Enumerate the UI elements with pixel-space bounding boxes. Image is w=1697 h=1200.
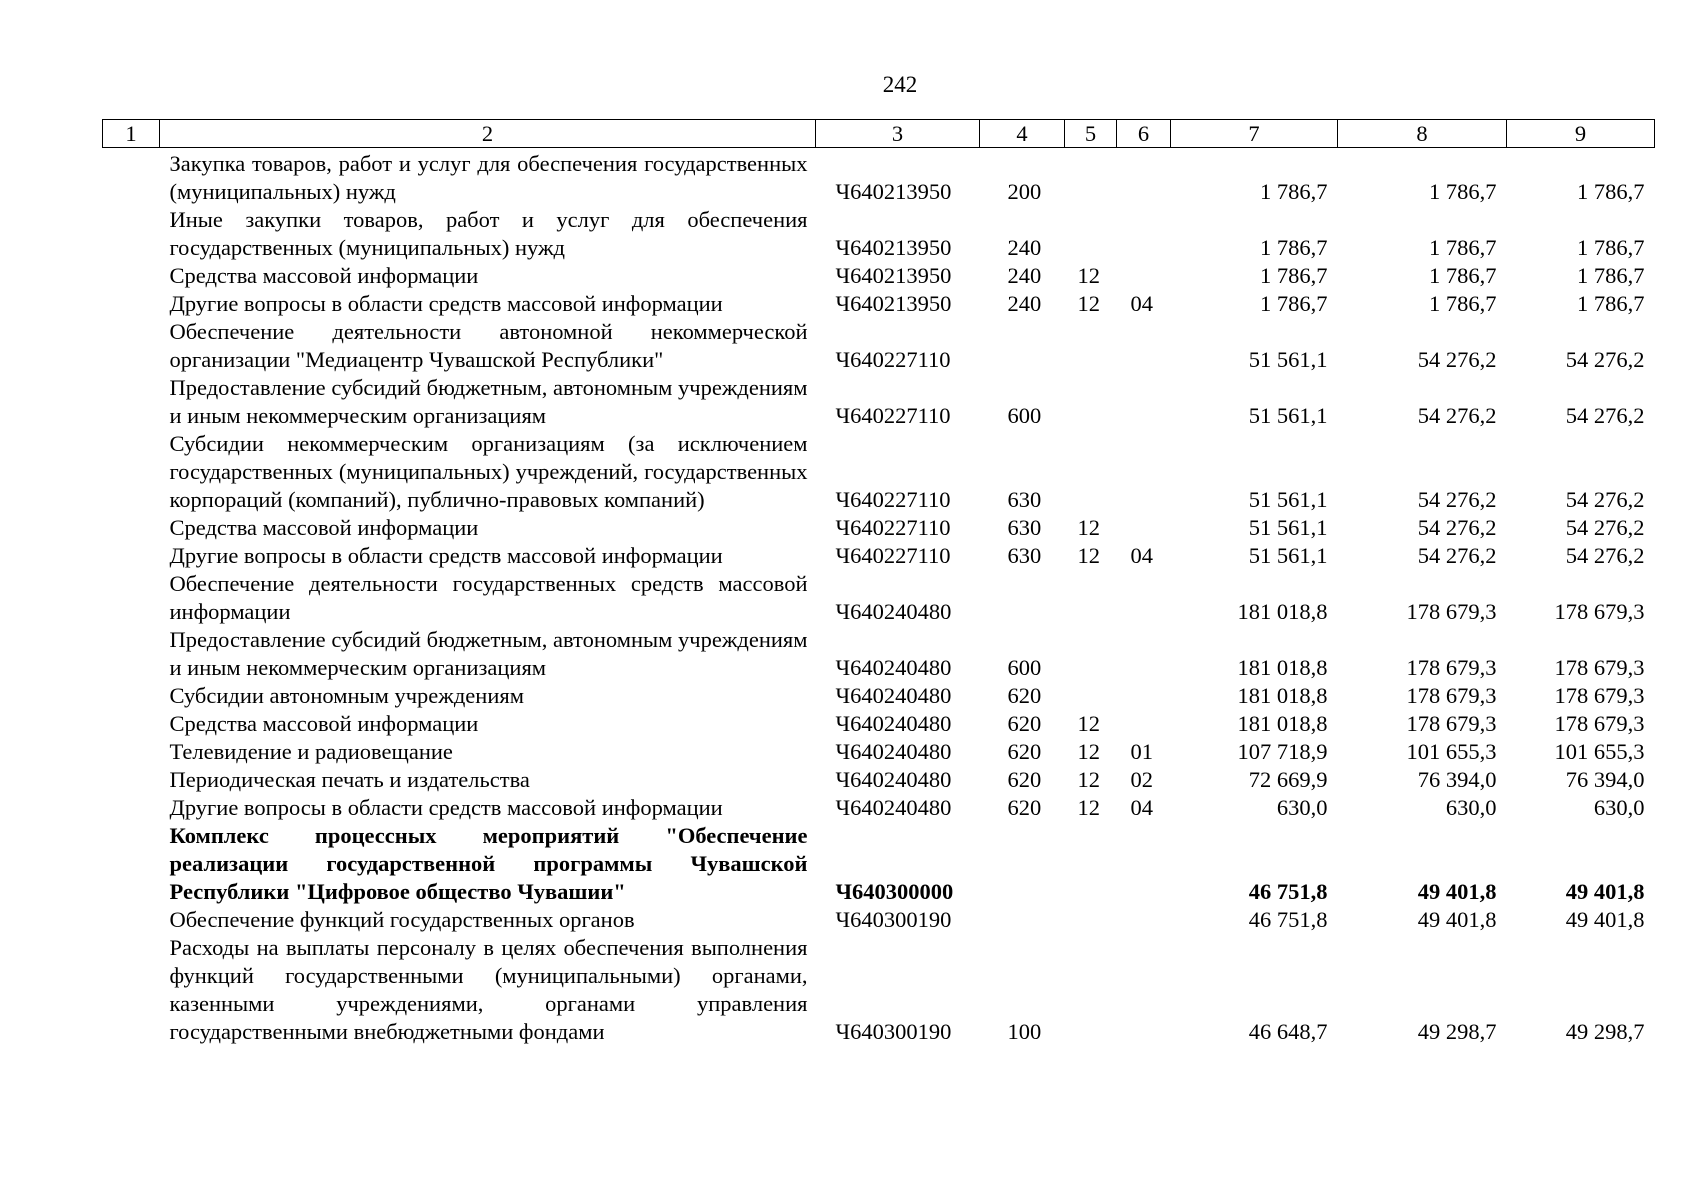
cell-amount-2: 49 401,8 — [1417, 907, 1497, 932]
cell-subsection — [1117, 710, 1171, 738]
header-col-6: 6 — [1117, 120, 1171, 148]
cell-code: Ч640227110 — [835, 347, 951, 372]
cell-empty — [103, 794, 160, 822]
cell-code: Ч640240480 — [835, 739, 952, 764]
table-row — [103, 794, 1655, 822]
cell-name: Средства массовой информации — [169, 711, 479, 736]
cell-subsection — [1117, 514, 1171, 542]
cell-name: Обеспечение функций государственных органов — [169, 907, 635, 932]
budget-table — [102, 119, 1655, 1046]
header-col-8: 8 — [1338, 120, 1507, 148]
cell-empty — [103, 514, 160, 542]
cell-empty — [103, 906, 160, 934]
cell-section: 12 — [1077, 543, 1100, 568]
cell-amount-2: 178 679,3 — [1406, 683, 1497, 708]
cell-section — [1065, 430, 1117, 514]
cell-amount-1: 51 561,1 — [1248, 347, 1328, 372]
cell-subsection — [1117, 262, 1171, 290]
header-col-7: 7 — [1171, 120, 1338, 148]
cell-amount-1: 181 018,8 — [1237, 655, 1328, 680]
cell-expense-type: 630 — [1007, 543, 1042, 568]
cell-empty — [103, 766, 160, 794]
cell-amount-2: 76 394,0 — [1417, 767, 1497, 792]
cell-code: Ч640300190 — [835, 1019, 952, 1044]
table-row — [103, 290, 1655, 318]
cell-amount-3: 1 786,7 — [1577, 263, 1645, 288]
cell-section — [1065, 682, 1117, 710]
cell-empty — [103, 738, 160, 766]
cell-amount-3: 178 679,3 — [1554, 599, 1645, 624]
cell-section: 12 — [1077, 291, 1100, 316]
cell-section — [1065, 374, 1117, 430]
cell-expense-type: 620 — [1007, 795, 1042, 820]
table-row — [103, 822, 1655, 906]
cell-expense-type: 200 — [1007, 179, 1042, 204]
cell-subsection: 04 — [1130, 291, 1153, 316]
cell-section — [1065, 626, 1117, 682]
cell-expense-type: 600 — [1007, 655, 1042, 680]
cell-subsection — [1117, 318, 1171, 374]
cell-code: Ч640240480 — [835, 711, 952, 736]
cell-amount-3: 1 786,7 — [1577, 291, 1645, 316]
cell-expense-type — [980, 906, 1065, 934]
cell-name: Средства массовой информации — [169, 515, 479, 540]
cell-expense-type: 240 — [1007, 235, 1042, 260]
cell-expense-type: 630 — [1007, 487, 1042, 512]
cell-amount-1: 181 018,8 — [1237, 599, 1328, 624]
cell-code: Ч640240480 — [835, 795, 952, 820]
table-row — [103, 514, 1655, 542]
cell-amount-2: 101 655,3 — [1406, 739, 1497, 764]
cell-amount-1: 46 751,8 — [1248, 879, 1328, 904]
cell-amount-3: 178 679,3 — [1554, 655, 1645, 680]
cell-expense-type: 620 — [1007, 767, 1042, 792]
cell-amount-3: 54 276,2 — [1565, 543, 1645, 568]
cell-expense-type: 630 — [1007, 515, 1042, 540]
cell-name: Иные закупки товаров, работ и услуг для обеспечения государственных (муниципальных) нужд — [169, 207, 808, 260]
cell-amount-3: 630,0 — [1593, 795, 1645, 820]
cell-amount-3: 54 276,2 — [1565, 487, 1645, 512]
cell-empty — [103, 374, 160, 430]
table-row — [103, 906, 1655, 934]
cell-amount-3: 178 679,3 — [1554, 683, 1645, 708]
cell-amount-3: 54 276,2 — [1565, 403, 1645, 428]
cell-subsection: 02 — [1130, 767, 1153, 792]
cell-empty — [103, 570, 160, 626]
cell-amount-1: 51 561,1 — [1248, 403, 1328, 428]
cell-amount-2: 1 786,7 — [1429, 263, 1497, 288]
cell-name: Субсидии некоммерческим организациям (за исключением государственных (муниципальных) учреждений, государственных корпораций (компаний), публично-правовых компаний) — [169, 431, 808, 512]
cell-amount-3: 49 298,7 — [1565, 1019, 1645, 1044]
cell-amount-2: 49 298,7 — [1417, 1019, 1497, 1044]
cell-name: Другие вопросы в области средств массовой информации — [169, 291, 723, 316]
cell-code: Ч640240480 — [835, 655, 952, 680]
cell-empty — [103, 542, 160, 570]
cell-name: Расходы на выплаты персоналу в целях обеспечения выполнения функций государственными (муниципальными) органами, казенными учреждениями, органами управления государственными внебюджетными фондами — [169, 935, 808, 1044]
cell-section: 12 — [1077, 739, 1100, 764]
cell-subsection — [1117, 148, 1171, 207]
cell-section — [1065, 906, 1117, 934]
cell-name: Другие вопросы в области средств массовой информации — [169, 543, 723, 568]
cell-amount-2: 54 276,2 — [1417, 515, 1497, 540]
cell-subsection — [1117, 206, 1171, 262]
cell-empty — [103, 822, 160, 906]
table-row — [103, 542, 1655, 570]
cell-amount-1: 1 786,7 — [1260, 179, 1328, 204]
page-number: 242 — [882, 72, 918, 97]
cell-code: Ч640240480 — [835, 599, 952, 624]
cell-name: Другие вопросы в области средств массовой информации — [169, 795, 723, 820]
cell-amount-2: 54 276,2 — [1417, 543, 1497, 568]
cell-code: Ч640227110 — [835, 543, 951, 568]
cell-amount-3: 178 679,3 — [1554, 711, 1645, 736]
cell-amount-1: 51 561,1 — [1248, 487, 1328, 512]
cell-amount-2: 54 276,2 — [1417, 403, 1497, 428]
cell-amount-1: 630,0 — [1276, 795, 1328, 820]
header-col-3: 3 — [816, 120, 980, 148]
cell-amount-1: 107 718,9 — [1237, 739, 1328, 764]
cell-empty — [103, 206, 160, 262]
cell-code: Ч640300190 — [835, 907, 952, 932]
cell-section: 12 — [1077, 263, 1100, 288]
cell-empty — [103, 290, 160, 318]
header-col-9: 9 — [1507, 120, 1655, 148]
cell-subsection — [1117, 430, 1171, 514]
cell-empty — [103, 682, 160, 710]
cell-subsection — [1117, 682, 1171, 710]
cell-name: Обеспечение деятельности государственных средств массовой информации — [169, 571, 808, 624]
cell-code: Ч640227110 — [835, 403, 951, 428]
cell-amount-3: 101 655,3 — [1554, 739, 1645, 764]
cell-name: Телевидение и радиовещание — [169, 739, 453, 764]
cell-section — [1065, 148, 1117, 207]
table-row — [103, 206, 1655, 262]
cell-name: Субсидии автономным учреждениям — [169, 683, 524, 708]
cell-expense-type: 100 — [1007, 1019, 1042, 1044]
cell-section — [1065, 570, 1117, 626]
table-row — [103, 318, 1655, 374]
table-row — [103, 934, 1655, 1046]
cell-code: Ч640240480 — [835, 767, 952, 792]
cell-amount-2: 54 276,2 — [1417, 347, 1497, 372]
table-body — [103, 148, 1655, 1047]
table-row — [103, 262, 1655, 290]
cell-amount-1: 1 786,7 — [1260, 263, 1328, 288]
table-row — [103, 738, 1655, 766]
cell-amount-3: 54 276,2 — [1565, 515, 1645, 540]
cell-code: Ч640213950 — [835, 235, 952, 260]
cell-amount-2: 1 786,7 — [1429, 179, 1497, 204]
cell-amount-2: 630,0 — [1445, 795, 1497, 820]
cell-subsection: 01 — [1130, 739, 1153, 764]
cell-amount-1: 46 648,7 — [1248, 1019, 1328, 1044]
cell-amount-3: 76 394,0 — [1565, 767, 1645, 792]
table-row — [103, 570, 1655, 626]
table-row — [103, 430, 1655, 514]
cell-expense-type — [980, 822, 1065, 906]
cell-amount-3: 1 786,7 — [1577, 235, 1645, 260]
cell-amount-2: 54 276,2 — [1417, 487, 1497, 512]
cell-name: Средства массовой информации — [169, 263, 479, 288]
cell-section — [1065, 206, 1117, 262]
header-row — [103, 120, 1655, 148]
cell-expense-type: 620 — [1007, 739, 1042, 764]
table-row — [103, 148, 1655, 207]
cell-empty — [103, 148, 160, 207]
cell-expense-type — [980, 570, 1065, 626]
cell-amount-1: 1 786,7 — [1260, 291, 1328, 316]
cell-expense-type: 600 — [1007, 403, 1042, 428]
cell-section — [1065, 934, 1117, 1046]
table-row — [103, 766, 1655, 794]
cell-amount-3: 49 401,8 — [1565, 879, 1645, 904]
cell-amount-2: 1 786,7 — [1429, 291, 1497, 316]
cell-code: Ч640240480 — [835, 683, 952, 708]
cell-name: Предоставление субсидий бюджетным, автономным учреждениям и иным некоммерческим организациям — [169, 627, 808, 680]
cell-code: Ч640213950 — [835, 263, 952, 288]
cell-empty — [103, 318, 160, 374]
cell-empty — [103, 430, 160, 514]
cell-amount-3: 1 786,7 — [1577, 179, 1645, 204]
cell-section: 12 — [1077, 515, 1100, 540]
cell-code: Ч640227110 — [835, 515, 951, 540]
cell-section: 12 — [1077, 767, 1100, 792]
cell-subsection — [1117, 822, 1171, 906]
header-col-4: 4 — [980, 120, 1065, 148]
cell-subsection: 04 — [1130, 795, 1153, 820]
cell-code: Ч640213950 — [835, 291, 952, 316]
cell-name: Закупка товаров, работ и услуг для обеспечения государственных (муниципальных) нужд — [169, 151, 808, 204]
cell-expense-type: 240 — [1007, 263, 1042, 288]
cell-subsection — [1117, 626, 1171, 682]
cell-expense-type: 620 — [1007, 683, 1042, 708]
cell-empty — [103, 262, 160, 290]
cell-name: Комплекс процессных мероприятий "Обеспечение реализации государственной программы Чувашской Республики "Цифровое общество Чувашии" — [169, 823, 808, 904]
cell-amount-2: 178 679,3 — [1406, 655, 1497, 680]
cell-amount-1: 181 018,8 — [1237, 683, 1328, 708]
cell-code: Ч640300000 — [835, 879, 954, 904]
cell-amount-3: 49 401,8 — [1565, 907, 1645, 932]
cell-section — [1065, 822, 1117, 906]
cell-amount-1: 181 018,8 — [1237, 711, 1328, 736]
cell-name: Обеспечение деятельности автономной некоммерческой организации "Медиацентр Чувашской Республики" — [169, 319, 808, 372]
cell-subsection — [1117, 374, 1171, 430]
cell-amount-1: 1 786,7 — [1260, 235, 1328, 260]
cell-name: Предоставление субсидий бюджетным, автономным учреждениям и иным некоммерческим организациям — [169, 375, 808, 428]
cell-amount-2: 178 679,3 — [1406, 711, 1497, 736]
cell-code: Ч640227110 — [835, 487, 951, 512]
cell-subsection — [1117, 570, 1171, 626]
cell-subsection: 04 — [1130, 543, 1153, 568]
cell-expense-type: 240 — [1007, 291, 1042, 316]
cell-name: Периодическая печать и издательства — [169, 767, 530, 792]
cell-amount-2: 178 679,3 — [1406, 599, 1497, 624]
cell-amount-1: 46 751,8 — [1248, 907, 1328, 932]
cell-section: 12 — [1077, 711, 1100, 736]
table-row — [103, 710, 1655, 738]
cell-expense-type — [980, 318, 1065, 374]
cell-subsection — [1117, 934, 1171, 1046]
header-col-5: 5 — [1065, 120, 1117, 148]
cell-section — [1065, 318, 1117, 374]
cell-code: Ч640213950 — [835, 179, 952, 204]
cell-expense-type: 620 — [1007, 711, 1042, 736]
header-col-1: 1 — [103, 120, 160, 148]
cell-amount-2: 49 401,8 — [1417, 879, 1497, 904]
cell-empty — [103, 710, 160, 738]
cell-empty — [103, 626, 160, 682]
table-row — [103, 682, 1655, 710]
table-row — [103, 626, 1655, 682]
cell-amount-2: 1 786,7 — [1429, 235, 1497, 260]
table-row — [103, 374, 1655, 430]
cell-amount-3: 54 276,2 — [1565, 347, 1645, 372]
header-col-2: 2 — [160, 120, 816, 148]
table-header — [103, 120, 1655, 148]
cell-amount-1: 51 561,1 — [1248, 515, 1328, 540]
cell-amount-1: 51 561,1 — [1248, 543, 1328, 568]
cell-amount-1: 72 669,9 — [1248, 767, 1328, 792]
cell-subsection — [1117, 906, 1171, 934]
cell-section: 12 — [1077, 795, 1100, 820]
cell-empty — [103, 934, 160, 1046]
